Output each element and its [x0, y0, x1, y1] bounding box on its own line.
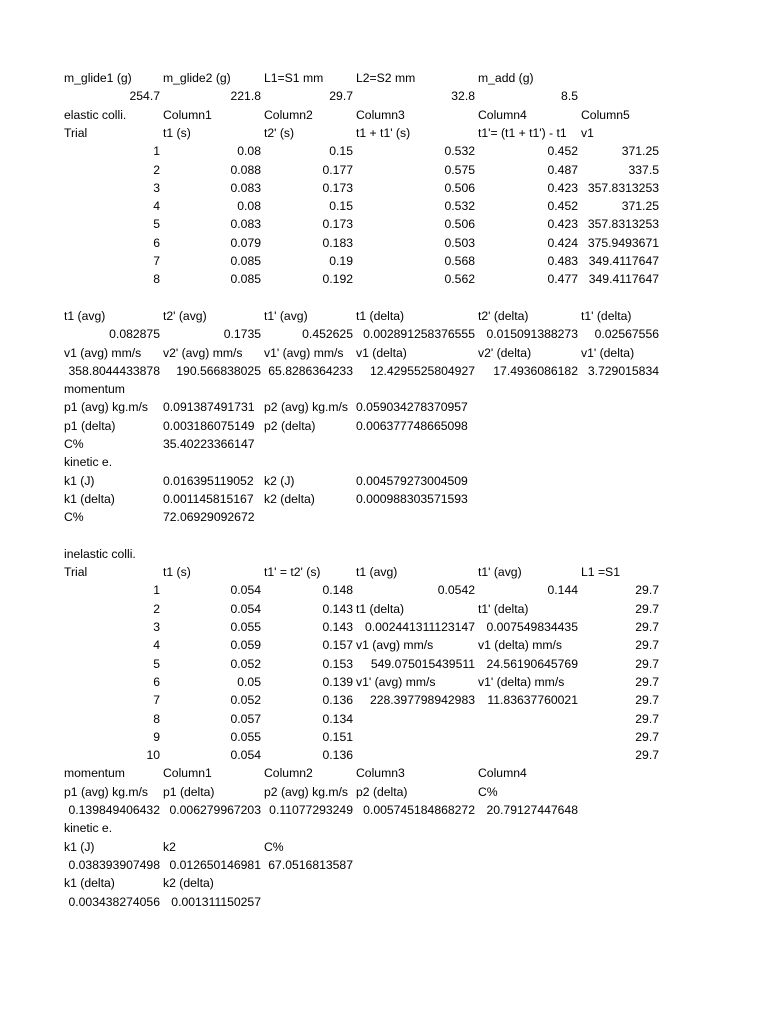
- sheet-cell: momentum: [64, 382, 125, 397]
- sheet-cell: 8.5: [561, 89, 578, 104]
- sheet-cell: t1 (avg): [64, 308, 106, 323]
- sheet-cell: 29.7: [635, 620, 659, 634]
- sheet-row: [0, 783, 768, 801]
- sheet-row: [0, 490, 768, 508]
- sheet-cell: 371.25: [621, 144, 659, 159]
- sheet-cell: 35.40223366147: [163, 437, 255, 451]
- sheet-cell: v2' (delta): [478, 345, 532, 360]
- sheet-cell: 8: [153, 711, 160, 726]
- sheet-cell: 0.143: [322, 620, 353, 634]
- sheet-cell: 9: [153, 729, 160, 744]
- sheet-cell: p1 (avg) kg.m/s: [64, 400, 148, 415]
- sheet-cell: t1'= (t1 + t1') - t1: [478, 125, 567, 140]
- sheet-row: [0, 728, 768, 746]
- sheet-cell: 0.148: [322, 583, 353, 598]
- sheet-cell: 0.003438274056: [68, 894, 160, 909]
- sheet-cell: 357.8313253: [587, 217, 659, 232]
- sheet-cell: t1' (avg): [478, 565, 522, 580]
- sheet-cell: m_glide1 (g): [64, 71, 132, 85]
- sheet-cell: k2 (J): [264, 473, 295, 488]
- sheet-cell: 0.134: [322, 711, 353, 726]
- sheet-cell: 0.136: [322, 748, 353, 763]
- sheet-cell: 0.192: [322, 272, 353, 287]
- sheet-cell: 11.83637760021: [487, 693, 578, 708]
- sheet-cell: 0.091387491731: [163, 400, 255, 415]
- sheet-cell: C%: [264, 839, 284, 854]
- sheet-cell: 0.055: [230, 729, 261, 744]
- sheet-cell: 1: [153, 144, 160, 159]
- sheet-cell: 0.506: [444, 180, 475, 195]
- sheet-row: [0, 563, 768, 581]
- sheet-cell: k1 (delta): [64, 876, 115, 891]
- sheet-cell: 0.002441311123147: [364, 620, 475, 634]
- sheet-cell: 3: [153, 180, 160, 195]
- sheet-cell: 3.729015834: [587, 363, 659, 378]
- sheet-row: [0, 362, 768, 380]
- sheet-row: [0, 838, 768, 856]
- sheet-row: [0, 508, 768, 526]
- sheet-cell: 0.000988303571593: [356, 491, 468, 506]
- sheet-cell: 0.054: [230, 748, 261, 763]
- sheet-cell: 29.7: [329, 89, 353, 104]
- sheet-cell: t1' (delta): [581, 308, 632, 323]
- sheet-cell: 0.503: [444, 235, 475, 250]
- sheet-cell: 0.006279967203: [169, 803, 261, 817]
- sheet-cell: 0.004579273004509: [356, 473, 468, 488]
- sheet-cell: 358.8044433878: [68, 363, 160, 378]
- sheet-cell: 349.4117647: [588, 254, 659, 268]
- sheet-row: [0, 472, 768, 490]
- sheet-cell: 0.568: [444, 254, 475, 268]
- sheet-cell: 5: [153, 656, 160, 671]
- sheet-row: [0, 344, 768, 362]
- sheet-cell: 0.506: [444, 217, 475, 232]
- sheet-cell: 17.4936086182: [493, 363, 578, 378]
- sheet-row: [0, 764, 768, 782]
- sheet-cell: 0.001311150257: [171, 894, 261, 909]
- sheet-cell: 0.423: [547, 217, 578, 232]
- sheet-cell: 0.183: [322, 235, 353, 250]
- sheet-cell: v1 (avg) mm/s: [356, 638, 434, 653]
- sheet-row: [0, 746, 768, 764]
- sheet-cell: 24.56190645769: [486, 656, 578, 671]
- sheet-cell: 0.085: [230, 272, 261, 287]
- sheet-cell: 0.079: [230, 235, 261, 250]
- sheet-cell: t1' (avg): [264, 308, 308, 323]
- sheet-cell: Column2: [264, 107, 313, 122]
- sheet-row: [0, 618, 768, 636]
- sheet-cell: 228.397798942983: [369, 693, 475, 708]
- sheet-row: [0, 710, 768, 728]
- sheet-cell: 337.5: [628, 162, 659, 177]
- sheet-cell: 0.452625: [302, 327, 353, 342]
- sheet-cell: t1 + t1' (s): [356, 125, 411, 140]
- sheet-cell: 0.15: [329, 199, 353, 214]
- sheet-row: [0, 161, 768, 179]
- sheet-row: [0, 453, 768, 471]
- sheet-cell: 6: [153, 235, 160, 250]
- sheet-cell: C%: [64, 437, 84, 451]
- sheet-cell: C%: [64, 510, 84, 525]
- sheet-cell: 0.059034278370957: [356, 400, 468, 415]
- sheet-cell: 0.005745184868272: [363, 803, 475, 817]
- sheet-cell: 0.038393907498: [68, 857, 160, 872]
- sheet-row: [0, 856, 768, 874]
- sheet-cell: 0.015091388273: [486, 327, 578, 342]
- sheet-row: [0, 581, 768, 599]
- sheet-cell: t2' (s): [264, 125, 295, 140]
- sheet-row: [0, 124, 768, 142]
- sheet-cell: 0.177: [322, 162, 353, 177]
- sheet-cell: 72.06929092672: [163, 510, 255, 525]
- sheet-cell: 0.054: [230, 583, 261, 598]
- sheet-cell: 29.7: [635, 601, 659, 616]
- sheet-cell: 0.059: [230, 638, 261, 653]
- sheet-cell: kinetic e.: [64, 821, 113, 836]
- sheet-cell: L1=S1 mm: [264, 71, 324, 85]
- sheet-cell: 0.532: [444, 199, 475, 214]
- sheet-cell: 29.7: [635, 656, 659, 671]
- sheet-row: [0, 435, 768, 453]
- sheet-row: [0, 600, 768, 618]
- sheet-cell: p2 (delta): [356, 784, 408, 799]
- sheet-row: [0, 691, 768, 709]
- sheet-cell: 29.7: [635, 583, 659, 598]
- sheet-row: [0, 106, 768, 124]
- sheet-cell: Column3: [356, 107, 405, 122]
- sheet-row: [0, 307, 768, 325]
- sheet-cell: p2 (avg) kg.m/s: [264, 784, 348, 799]
- sheet-cell: v1 (avg) mm/s: [64, 345, 142, 360]
- sheet-row: [0, 142, 768, 160]
- sheet-cell: 0.003186075149: [163, 418, 255, 433]
- sheet-row: [0, 398, 768, 416]
- sheet-cell: 0.19: [329, 254, 353, 268]
- sheet-cell: 65.8286364233: [268, 363, 353, 378]
- sheet-cell: 549.075015439511: [370, 656, 475, 671]
- sheet-cell: 0.452: [547, 144, 578, 159]
- sheet-cell: v1: [581, 125, 594, 140]
- sheet-cell: 29.7: [635, 711, 659, 726]
- sheet-cell: 1: [153, 583, 160, 598]
- sheet-cell: 0.007549834435: [486, 620, 578, 634]
- sheet-cell: 0.054: [230, 601, 261, 616]
- sheet-cell: 3: [153, 620, 160, 634]
- sheet-cell: 7: [153, 254, 160, 268]
- sheet-row: [0, 819, 768, 837]
- sheet-cell: k2 (delta): [163, 876, 214, 891]
- sheet-cell: k1 (J): [64, 473, 95, 488]
- sheet-cell: 0.562: [444, 272, 475, 287]
- sheet-cell: 221.8: [230, 89, 261, 104]
- sheet-cell: 0.487: [547, 162, 578, 177]
- sheet-row: [0, 673, 768, 691]
- sheet-cell: 29.7: [635, 729, 659, 744]
- sheet-row: [0, 325, 768, 343]
- sheet-cell: Column4: [478, 107, 527, 122]
- sheet-cell: 0.012650146981: [169, 857, 261, 872]
- sheet-cell: 0.173: [322, 180, 353, 195]
- sheet-cell: 357.8313253: [587, 180, 659, 195]
- sheet-cell: p1 (delta): [64, 418, 116, 433]
- sheet-cell: inelastic colli.: [64, 546, 136, 561]
- sheet-cell: Column2: [264, 766, 313, 781]
- sheet-cell: t1 (s): [163, 125, 191, 140]
- sheet-cell: 0.057: [230, 711, 261, 726]
- sheet-cell: 254.7: [129, 89, 160, 104]
- sheet-cell: 0.02567556: [594, 327, 659, 342]
- sheet-cell: t1' (delta): [478, 601, 529, 616]
- sheet-cell: elastic colli.: [64, 107, 127, 122]
- sheet-cell: Column1: [163, 107, 212, 122]
- sheet-cell: 0.006377748665098: [356, 418, 468, 433]
- sheet-cell: 0.083: [230, 217, 261, 232]
- sheet-cell: 0.424: [547, 235, 578, 250]
- sheet-cell: 190.566838025: [176, 363, 261, 378]
- sheet-cell: 6: [153, 674, 160, 689]
- sheet-cell: 7: [153, 693, 160, 708]
- sheet-cell: t1 (delta): [356, 308, 405, 323]
- sheet-cell: 0.483: [547, 254, 578, 268]
- sheet-row: [0, 527, 768, 545]
- sheet-row: [0, 801, 768, 819]
- sheet-cell: v1' (delta) mm/s: [478, 674, 565, 689]
- sheet-row: [0, 893, 768, 911]
- sheet-cell: 29.7: [635, 693, 659, 708]
- sheet-cell: v2' (avg) mm/s: [163, 345, 243, 360]
- sheet-cell: v1' (avg) mm/s: [264, 345, 344, 360]
- sheet-cell: k1 (delta): [64, 491, 115, 506]
- sheet-row: [0, 197, 768, 215]
- sheet-cell: 0.11077293249: [269, 803, 353, 817]
- sheet-cell: 0.083: [230, 180, 261, 195]
- sheet-cell: 0.085: [230, 254, 261, 268]
- sheet-row: [0, 215, 768, 233]
- sheet-cell: 29.7: [635, 748, 659, 763]
- sheet-cell: 375.9493671: [587, 235, 659, 250]
- sheet-cell: 29.7: [635, 638, 659, 653]
- sheet-cell: 0.055: [230, 620, 261, 634]
- sheet-row: [0, 252, 768, 270]
- sheet-row: [0, 874, 768, 892]
- sheet-cell: v1' (avg) mm/s: [356, 674, 436, 689]
- sheet-cell: C%: [478, 784, 498, 799]
- sheet-cell: 371.25: [621, 199, 659, 214]
- sheet-cell: p2 (delta): [264, 418, 316, 433]
- sheet-cell: 0.143: [322, 601, 353, 616]
- sheet-row: [0, 636, 768, 654]
- sheet-cell: k2: [163, 839, 176, 854]
- sheet-cell: kinetic e.: [64, 455, 113, 470]
- sheet-cell: k1 (J): [64, 839, 95, 854]
- sheet-cell: t1' = t2' (s): [264, 565, 321, 580]
- sheet-row: [0, 179, 768, 197]
- sheet-cell: 0.153: [322, 656, 353, 671]
- sheet-cell: 0.052: [230, 656, 261, 671]
- sheet-cell: 10: [146, 748, 160, 763]
- sheet-cell: 29.7: [635, 674, 659, 689]
- sheet-cell: 0.002891258376555: [363, 327, 475, 342]
- sheet-cell: t1 (s): [163, 565, 191, 580]
- sheet-row: [0, 270, 768, 288]
- sheet-cell: Trial: [64, 125, 88, 140]
- sheet-cell: 0.477: [547, 272, 578, 287]
- sheet-cell: 0.173: [322, 217, 353, 232]
- sheet-cell: Column1: [163, 766, 212, 781]
- sheet-cell: Trial: [64, 565, 88, 580]
- sheet-cell: v1 (delta): [356, 345, 407, 360]
- sheet-cell: 0.0542: [437, 583, 475, 598]
- sheet-cell: 0.08: [237, 199, 261, 214]
- sheet-cell: p1 (delta): [163, 784, 215, 799]
- sheet-cell: t2' (delta): [478, 308, 529, 323]
- sheet-cell: k2 (delta): [264, 491, 315, 506]
- sheet-cell: L2=S2 mm: [356, 71, 416, 85]
- sheet-row: [0, 417, 768, 435]
- sheet-cell: 5: [153, 217, 160, 232]
- sheet-cell: 0.423: [547, 180, 578, 195]
- sheet-cell: 20.79127447648: [486, 803, 578, 817]
- sheet-cell: 0.082875: [109, 327, 160, 342]
- sheet-cell: 8: [153, 272, 160, 287]
- sheet-cell: Column4: [478, 766, 527, 781]
- sheet-cell: Column5: [581, 107, 630, 122]
- sheet-cell: 0.1735: [223, 327, 261, 342]
- sheet-cell: p2 (avg) kg.m/s: [264, 400, 348, 415]
- sheet-cell: 0.144: [547, 583, 578, 598]
- sheet-row: [0, 655, 768, 673]
- sheet-cell: 0.139: [322, 674, 353, 689]
- sheet-cell: 0.001145815167: [163, 491, 254, 506]
- sheet-cell: 0.136: [322, 693, 353, 708]
- sheet-cell: 2: [153, 162, 160, 177]
- sheet-row: [0, 234, 768, 252]
- sheet-cell: 0.088: [230, 162, 261, 177]
- sheet-cell: p1 (avg) kg.m/s: [64, 784, 148, 799]
- sheet-cell: 0.052: [230, 693, 261, 708]
- sheet-cell: m_glide2 (g): [163, 71, 231, 85]
- sheet-cell: 0.157: [322, 638, 353, 653]
- sheet-cell: L1 =S1: [581, 565, 620, 580]
- sheet-cell: 0.016395119052: [163, 473, 254, 488]
- sheet-cell: t2' (avg): [163, 308, 207, 323]
- sheet-cell: 0.151: [322, 729, 353, 744]
- sheet-cell: 0.08: [237, 144, 261, 159]
- sheet-cell: 0.532: [444, 144, 475, 159]
- sheet-cell: 0.05: [237, 674, 261, 689]
- sheet-cell: t1 (avg): [356, 565, 398, 580]
- sheet-cell: 12.4295525804927: [369, 363, 475, 378]
- sheet-cell: 0.139849406432: [68, 803, 160, 817]
- sheet-row: [0, 69, 768, 87]
- sheet-row: [0, 380, 768, 398]
- sheet-row: [0, 289, 768, 307]
- sheet-cell: 0.452: [547, 199, 578, 214]
- sheet-row: [0, 87, 768, 105]
- sheet-cell: momentum: [64, 766, 125, 781]
- sheet-cell: Column3: [356, 766, 405, 781]
- sheet-cell: t1 (delta): [356, 601, 405, 616]
- sheet-cell: 0.15: [329, 144, 353, 159]
- sheet-cell: v1' (delta): [581, 345, 635, 360]
- sheet-cell: m_add (g): [478, 71, 534, 85]
- sheet-cell: 349.4117647: [588, 272, 659, 287]
- sheet-cell: 67.0516813587: [268, 857, 353, 872]
- sheet-cell: 4: [153, 199, 160, 214]
- sheet-cell: 32.8: [451, 89, 475, 104]
- sheet-row: [0, 545, 768, 563]
- sheet-cell: 4: [153, 638, 160, 653]
- sheet-cell: 0.575: [444, 162, 475, 177]
- sheet-cell: v1 (delta) mm/s: [478, 638, 562, 653]
- sheet-cell: 2: [153, 601, 160, 616]
